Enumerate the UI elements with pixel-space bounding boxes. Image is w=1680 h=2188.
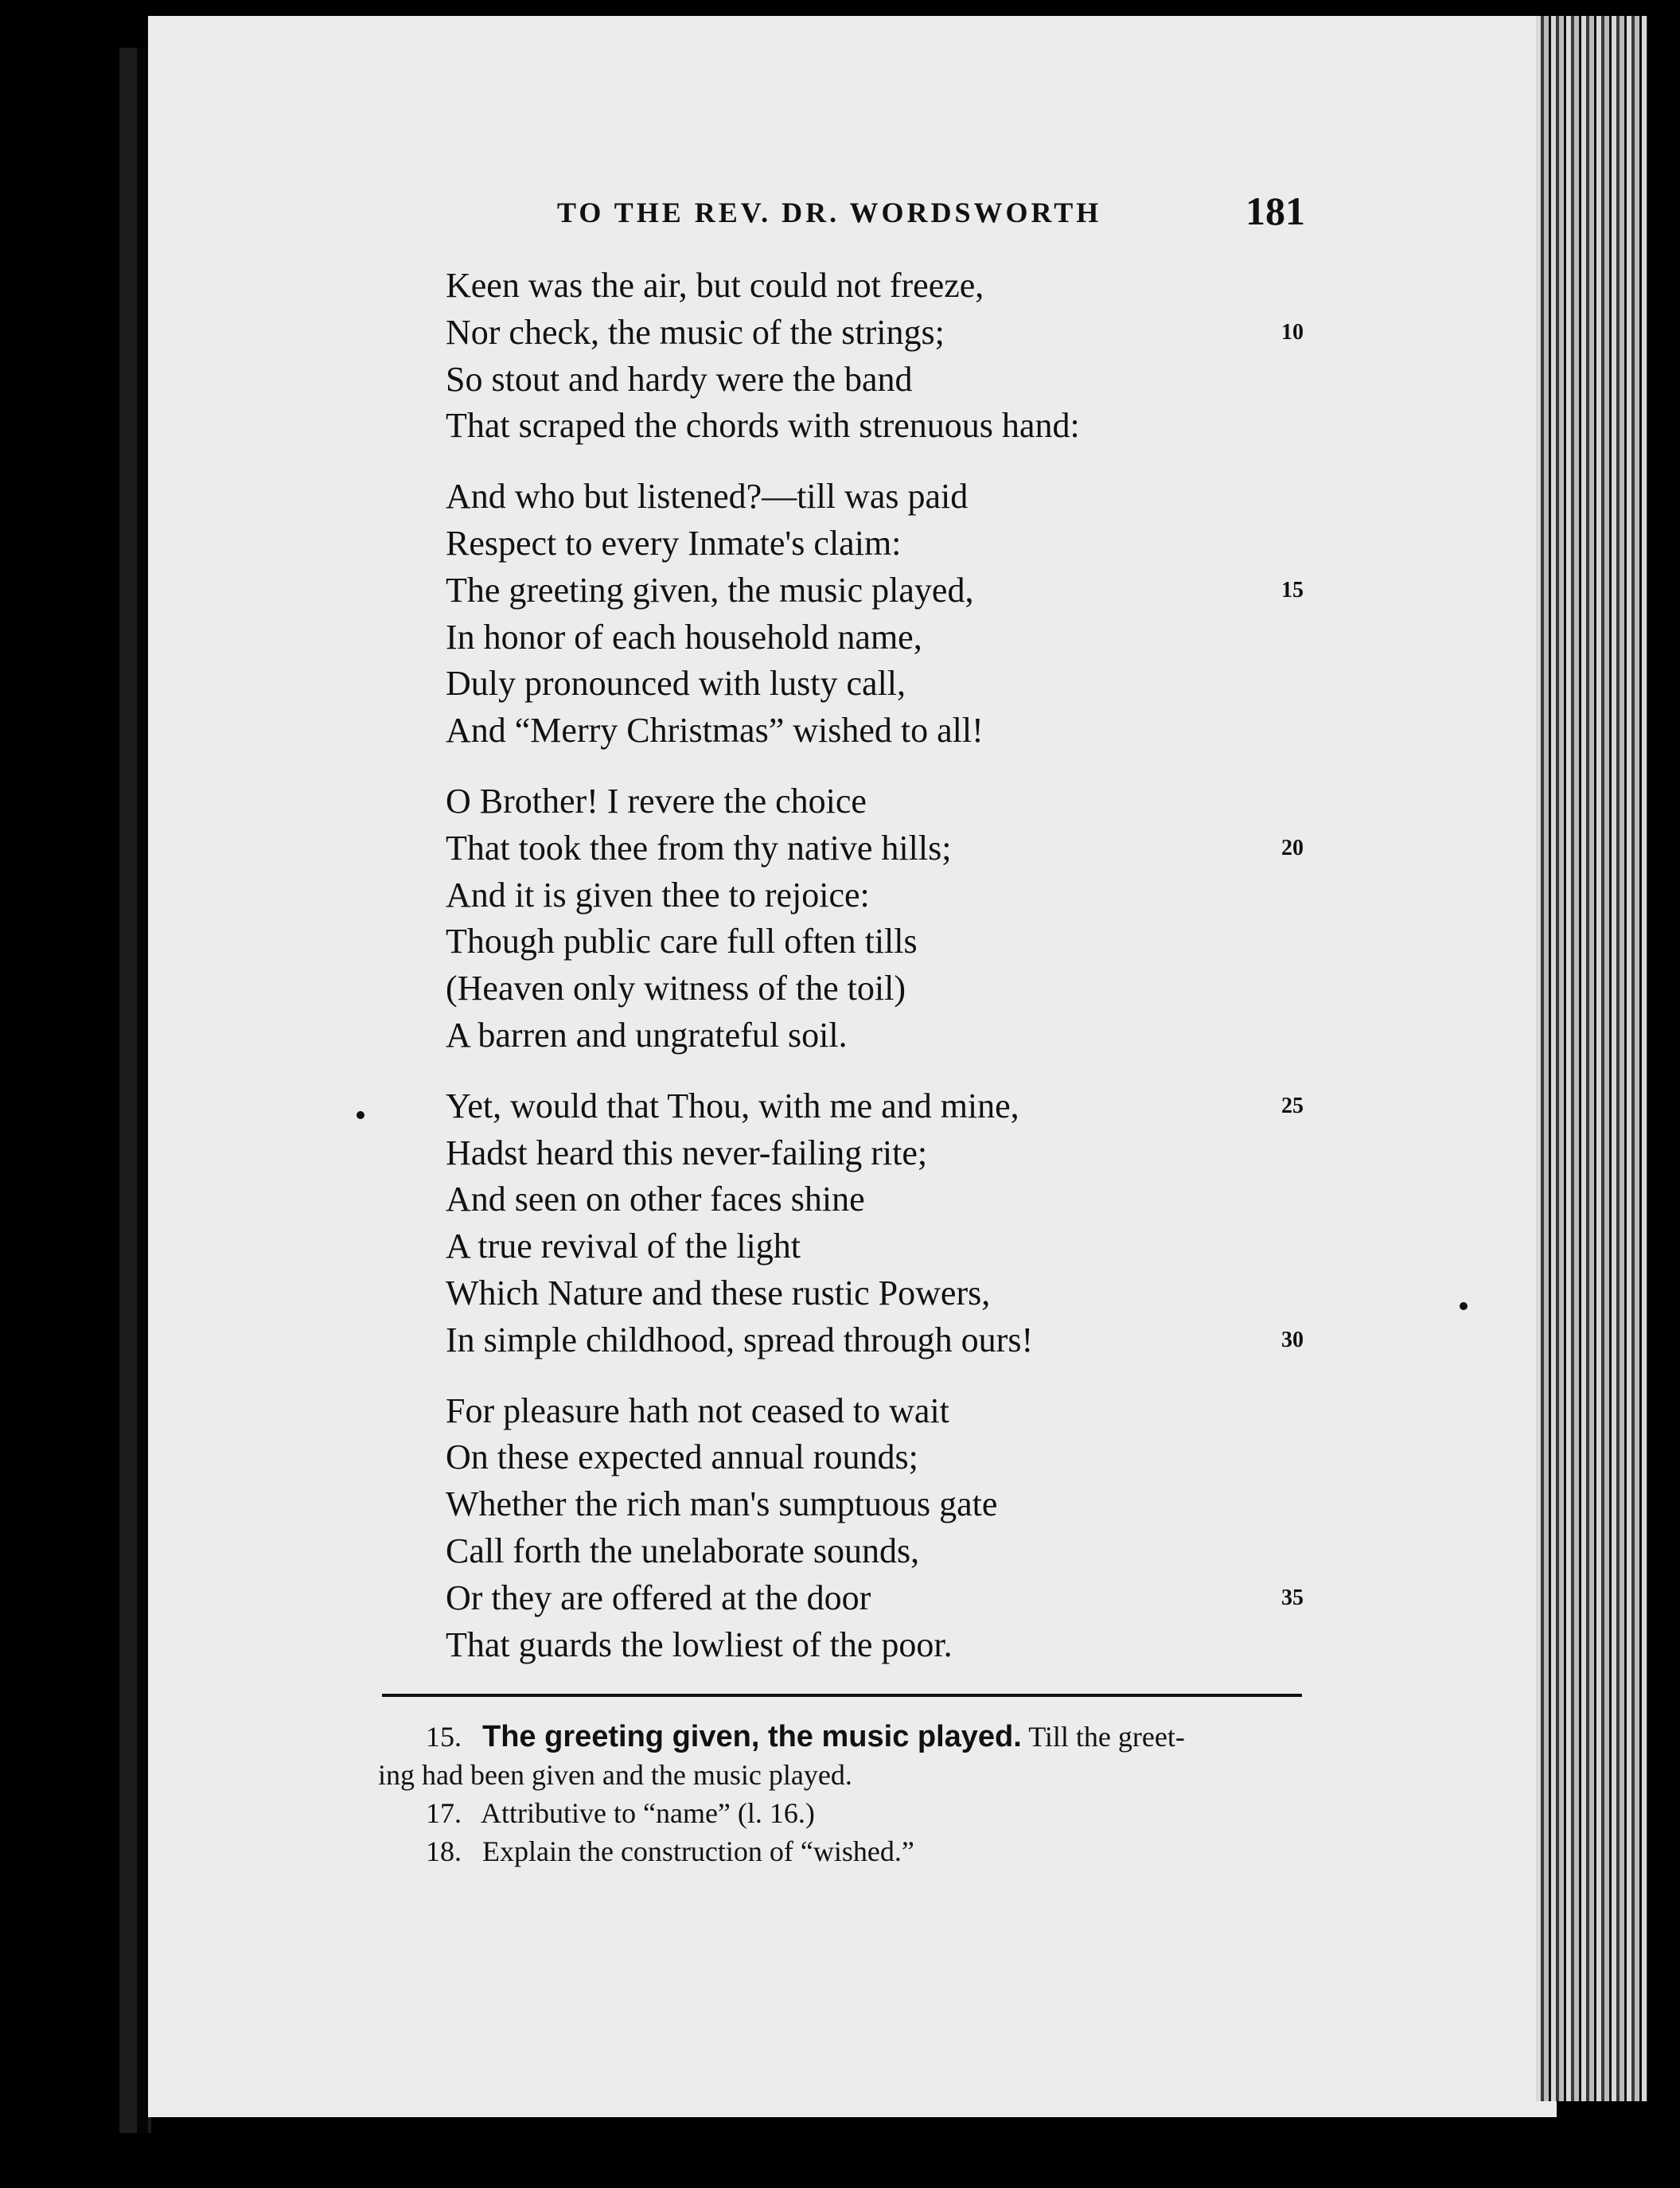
poem-line [446,521,1337,567]
footnote-rule [382,1694,1302,1697]
footnote-17 [378,1794,1333,1832]
poem-line [446,1270,1337,1317]
line-number: 30 [1281,1327,1304,1352]
poem-line-text: That guards the lowliest of the poor. [446,1624,953,1664]
poem-line [446,1012,1337,1059]
poem-line-text: On these expected annual rounds; [446,1437,918,1477]
poem-line [446,614,1337,661]
poem-line-text: Or they are offered at the door [446,1578,871,1617]
poem-line [446,1176,1337,1223]
poem-line [446,1622,1337,1669]
poem-line [446,1481,1337,1528]
poem-line-text: Hadst heard this never-failing rite; [446,1133,928,1172]
poem-line-text: Which Nature and these rustic Powers, [446,1273,991,1312]
poem-line-text: That scraped the chords with strenuous hand: [446,406,1080,446]
poem-line-text: The greeting given, the music played, [446,570,974,610]
poem-line [446,1528,1337,1575]
poem-line [446,918,1337,965]
line-number: 10 [1281,319,1304,345]
poem-line [446,872,1337,919]
poem-line-text: That took thee from thy native hills; [446,828,952,868]
scan-speck [1460,1302,1468,1310]
poem-line-text: (Heaven only witness of the toil) [446,969,906,1008]
poem-line-text: And seen on other faces shine [446,1180,865,1219]
poem-line [446,310,1337,357]
poem-line [446,825,1337,872]
poem-line-text: A true revival of the light [446,1227,801,1266]
poem-line [446,778,1337,825]
poem-line-text: Yet, would that Thou, with me and mine, [446,1086,1019,1125]
page-header [557,189,1321,240]
poem-line-text: Though public care full often tills [446,922,918,961]
poem-line [446,1575,1337,1622]
poem-line [446,1223,1337,1270]
poem-line-text: Nor check, the music of the strings; [446,312,945,352]
line-number: 20 [1281,835,1304,860]
poem-line-text: Keen was the air, but could not freeze, [446,266,984,305]
footnote-18 [378,1832,1333,1870]
poem-line-text: And “Merry Christmas” wished to all! [446,711,984,751]
footnote-lemma: The greeting given, the music played. [482,1720,1022,1753]
poem-line [446,474,1337,521]
poem-line-text: And it is given thee to rejoice: [446,875,870,915]
poem-line-text: A barren and ungrateful soil. [446,1015,848,1055]
page-number: 181 [1245,189,1305,233]
page-edges [1536,16,1647,2101]
footnote-text: Till the greet- [1028,1721,1185,1753]
poem-line-text: In simple childhood, spread through ours! [446,1320,1034,1359]
running-head: TO THE REV. DR. WORDSWORTH [557,197,1102,228]
poem-line-text: Duly pronounced with lusty call, [446,664,906,704]
line-number: 25 [1281,1093,1304,1118]
line-number: 15 [1281,577,1304,603]
stanza [446,263,1337,450]
poem-line-text: O Brother! I revere the choice [446,781,867,821]
poem-line [446,1388,1337,1435]
book-gutter-line [137,48,148,2133]
poem-line [446,567,1337,614]
poem-line [446,1434,1337,1481]
poem-line-text: Respect to every Inmate's claim: [446,523,902,563]
poem-line-text: Call forth the unelaborate sounds, [446,1531,920,1570]
poem-line-text: For pleasure hath not ceased to wait [446,1390,949,1430]
footnote-number: 18. [426,1835,462,1867]
poem-line-text: And who but listened?—till was paid [446,477,969,517]
poem-line [446,403,1337,450]
footnote-text: Attributive to “name” (l. 16.) [481,1797,815,1829]
poem-line-text: So stout and hardy were the band [446,359,913,399]
poem-line-text: Whether the rich man's sumptuous gate [446,1484,998,1524]
poem-line [446,708,1337,755]
poem-line [446,661,1337,708]
footnotes [378,1718,1333,1870]
line-number: 35 [1281,1585,1304,1610]
footnote-text: Explain the construction of “wished.” [482,1835,914,1867]
poem-body [446,263,1337,1692]
stanza [446,474,1337,755]
poem-line-text: In honor of each household name, [446,617,922,657]
footnote-number: 17. [426,1797,462,1829]
stanza [446,778,1337,1059]
poem-line [446,1317,1337,1364]
footnote-15 [378,1718,1333,1794]
poem-line [446,1083,1337,1130]
footnote-continuation: ing had been given and the music played. [378,1759,852,1791]
stanza [446,1083,1337,1364]
poem-line [446,357,1337,404]
scan-speck [357,1111,364,1119]
footnote-number: 15. [426,1721,462,1753]
stanza [446,1388,1337,1669]
poem-line [446,1130,1337,1177]
poem-line [446,263,1337,310]
poem-line [446,965,1337,1012]
